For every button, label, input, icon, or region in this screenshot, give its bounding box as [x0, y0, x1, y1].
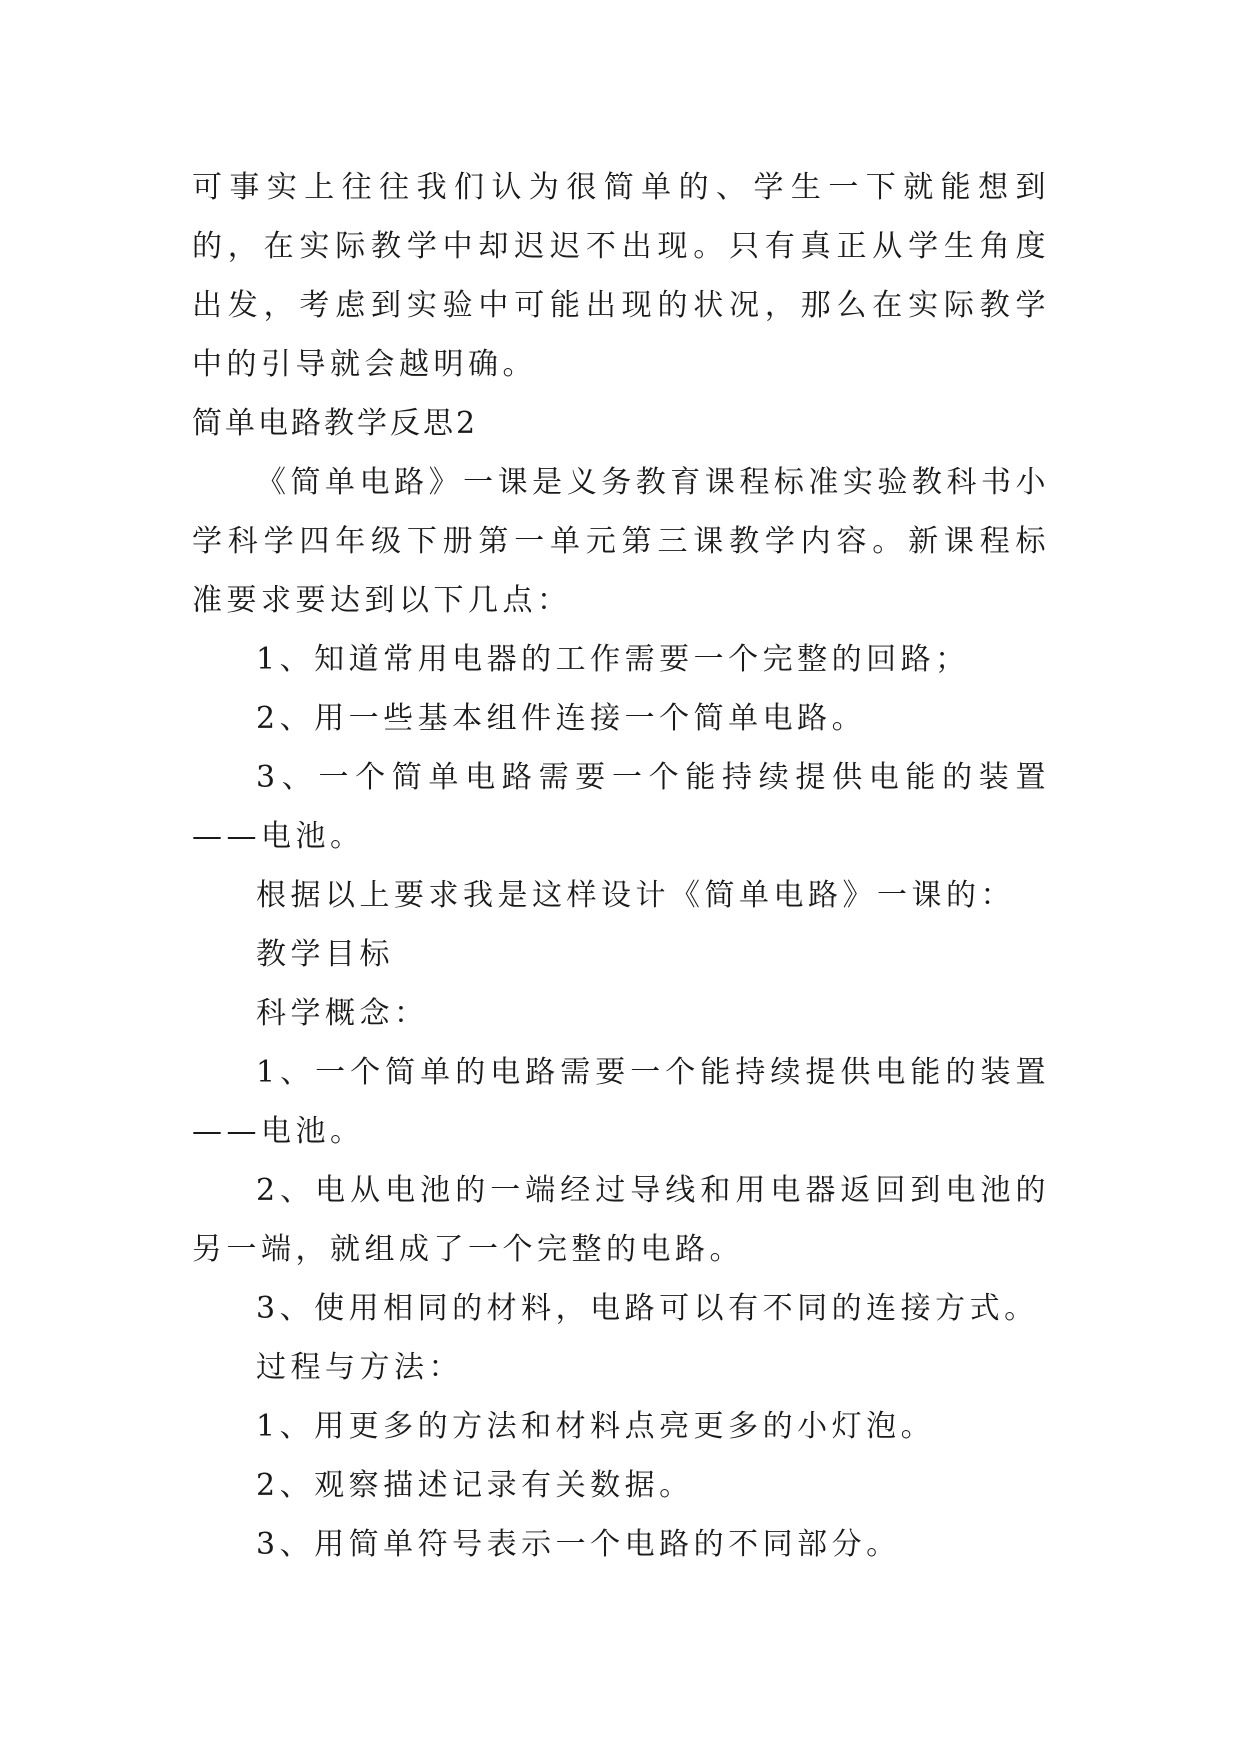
paragraph-intro-continuation: 可事实上往往我们认为很简单的、学生一下就能想到的，在实际教学中却迟迟不出现。只有真正从学生角度出发，考虑到实验中可能出现的状况，那么在实际教学中的引导就会越明确。	[192, 170, 1050, 382]
section-title: 简单电路教学反思2	[192, 406, 479, 441]
subheading-science-concepts: 科学概念：	[256, 996, 429, 1031]
requirement-item-1: 1、知道常用电器的工作需要一个完整的回路；	[256, 642, 970, 677]
paragraph-design-intro: 根据以上要求我是这样设计《简单电路》一课的：	[256, 878, 1015, 913]
method-item-3: 3、用简单符号表示一个电路的不同部分。	[256, 1527, 901, 1562]
subheading-teaching-goals: 教学目标	[256, 937, 394, 972]
requirement-item-3: 3、一个简单电路需要一个能持续提供电能的装置——电池。	[192, 760, 1050, 854]
method-item-1: 1、用更多的方法和材料点亮更多的小灯泡。	[256, 1409, 936, 1444]
method-item-2: 2、观察描述记录有关数据。	[256, 1468, 694, 1503]
concept-item-2: 2、电从电池的一端经过导线和用电器返回到电池的另一端，就组成了一个完整的电路。	[192, 1173, 1050, 1267]
requirement-item-2: 2、用一些基本组件连接一个简单电路。	[256, 701, 867, 736]
document-body	[192, 158, 1050, 1574]
concept-item-3: 3、使用相同的材料，电路可以有不同的连接方式。	[256, 1291, 1039, 1326]
subheading-process-methods: 过程与方法：	[256, 1350, 463, 1385]
paragraph-course-description: 《简单电路》一课是义务教育课程标准实验教科书小学科学四年级下册第一单元第三课教学内容。新课程标准要求要达到以下几点：	[192, 465, 1050, 618]
concept-item-1: 1、一个简单的电路需要一个能持续提供电能的装置——电池。	[192, 1055, 1050, 1149]
